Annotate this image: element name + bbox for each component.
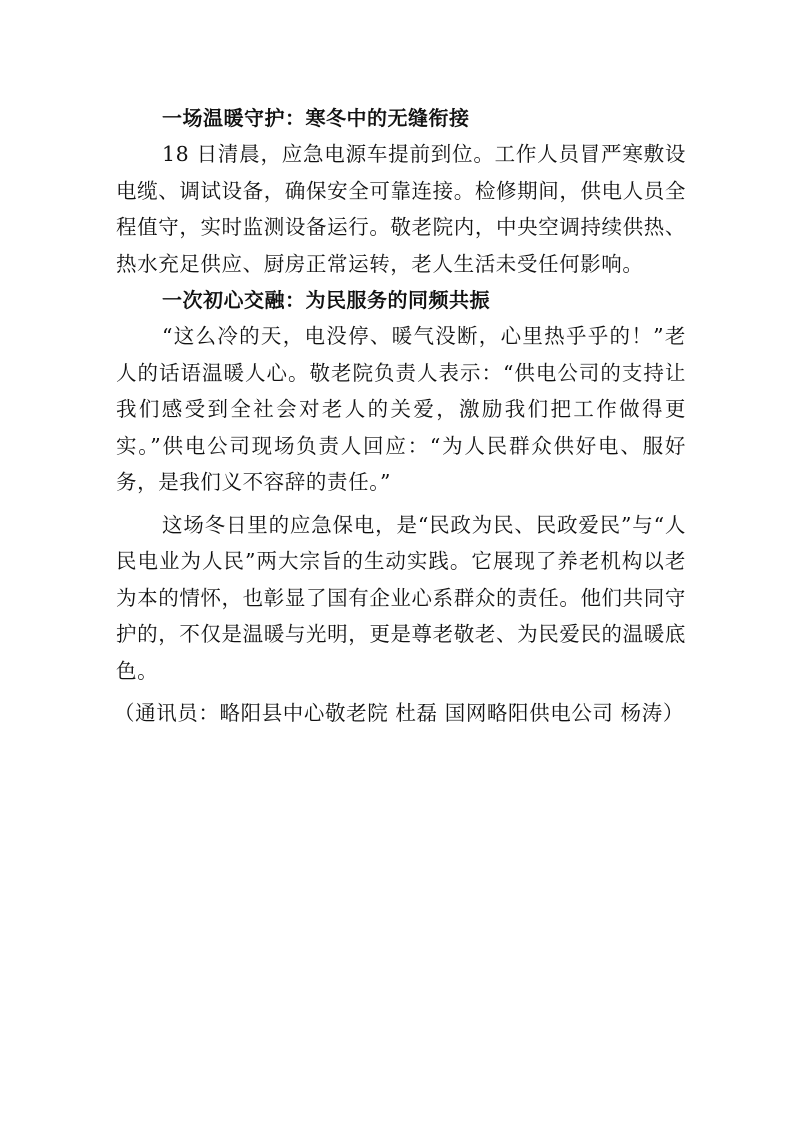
section-heading-warm-guard: 一场温暖守护：寒冬中的无缝衔接 xyxy=(162,106,470,130)
paragraph-quotes: “这么冷的天，电没停、暖气没断，心里热乎乎的！”老人的话语温暖人心。敬老院负责人表示：“供电公司的支持让我们感受到全社会对老人的关爱，激励我们把工作做得更实。”供电公司现场负责人回应：“为人民群众供好电、服好务，是我们义不容辞的责任。” xyxy=(116,324,686,494)
section-heading-original-intent: 一次初心交融：为民服务的同频共振 xyxy=(162,288,490,312)
paragraph-emergency-power: 18 日清晨，应急电源车提前到位。工作人员冒严寒敷设电缆、调试设备，确保安全可靠连接。检修期间，供电人员全程值守，实时监测设备运行。敬老院内，中央空调持续供热、热水充足供应、厨房正常运转，老人生活未受任何影响。 xyxy=(116,142,686,276)
paragraph-closing: 这场冬日里的应急保电，是“民政为民、民政爱民”与“人民电业为人民”两大宗旨的生动实践。它展现了养老机构以老为本的情怀，也彰显了国有企业心系群众的责任。他们共同守护的，不仅是温暖与光明，更是尊老敬老、为民爱民的温暖底色。 xyxy=(116,512,686,683)
article-body xyxy=(116,100,686,732)
correspondent-credit: （通讯员：略阳县中心敬老院 杜磊 国网略阳供电公司 杨涛） xyxy=(114,701,684,725)
